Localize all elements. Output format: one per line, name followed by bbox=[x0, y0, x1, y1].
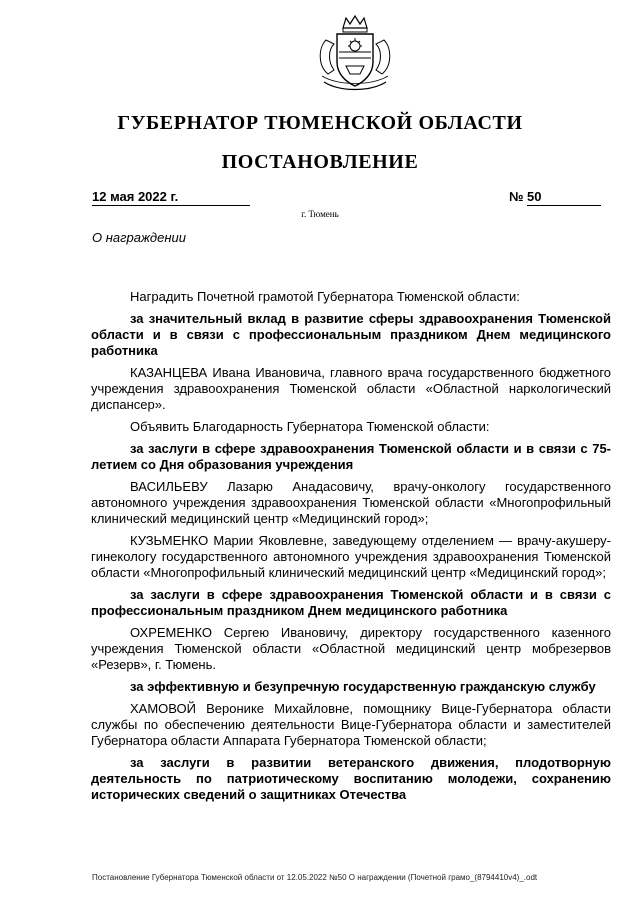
paragraph: ОХРЕМЕНКО Сергею Ивановичу, директору государственного казенного учреждения Тюменской области «Областной медицинский центр мобрезервов «Резерв», г. Тюмень. bbox=[91, 625, 611, 672]
paragraph: Наградить Почетной грамотой Губернатора Тюменской области: bbox=[130, 289, 520, 304]
document-number bbox=[509, 189, 604, 206]
paragraph: за заслуги в развитии ветеранского движения, плодотворную деятельность по патриотическому воспитанию молодежи, сохранению исторических сведений о защитниках Отечества bbox=[91, 755, 611, 802]
number-sign: № bbox=[509, 189, 524, 204]
paragraph: ХАМОВОЙ Веронике Михайловне, помощнику Вице-Губернатора области службы по обеспечению деятельности Вице-Губернатора области и заместителей Губернатора области Аппарата Губернатора Тюменской области; bbox=[91, 701, 611, 748]
authority-title: ГУБЕРНАТОР ТЮМЕНСКОЙ ОБЛАСТИ bbox=[117, 112, 523, 134]
document-footer: Постановление Губернатора Тюменской области от 12.05.2022 №50 О награждении (Почетной грамо_(8794410v4)_.odt bbox=[92, 873, 538, 882]
paragraph: ВАСИЛЬЕВУ Лазарю Анадасовичу, врачу-онкологу государственного автономного учреждения здравоохранения Тюменской области «Многопрофильный клинический медицинский центр «Медицинский город»; bbox=[91, 479, 611, 526]
paragraph: Объявить Благодарность Губернатора Тюменской области: bbox=[130, 419, 490, 434]
paragraph: КУЗЬМЕНКО Марии Яковлевне, заведующему отделением — врачу-акушеру-гинекологу государственного автономного учреждения здравоохранения Тюменской области «Многопрофильный клинический медицинский центр «Медицинский город»; bbox=[91, 533, 611, 580]
paragraph: за заслуги в сфере здравоохранения Тюменской области и в связи с профессиональным праздником Днем медицинского работника bbox=[91, 587, 611, 618]
paragraph: за заслуги в сфере здравоохранения Тюменской области и в связи с 75-летием со Дня образования учреждения bbox=[91, 441, 611, 472]
document-city: г. Тюмень bbox=[301, 209, 339, 219]
paragraph: за значительный вклад в развитие сферы здравоохранения Тюменской области и в связи с профессиональным праздником Днем медицинского работника bbox=[91, 311, 611, 358]
document-date: 12 мая 2022 г. bbox=[92, 189, 250, 206]
number-value: 50 bbox=[527, 189, 601, 206]
paragraph: КАЗАНЦЕВА Ивана Ивановича, главного врача государственного бюджетного учреждения здравоохранения Тюменской области «Областной наркологический диспансер». bbox=[91, 365, 611, 412]
document-subject: О награждении bbox=[92, 230, 186, 245]
tyumen-coat-of-arms-icon bbox=[312, 14, 398, 96]
document-type: ПОСТАНОВЛЕНИЕ bbox=[221, 151, 419, 173]
paragraph: за эффективную и безупречную государственную гражданскую службу bbox=[130, 679, 596, 694]
document-body bbox=[91, 289, 611, 809]
